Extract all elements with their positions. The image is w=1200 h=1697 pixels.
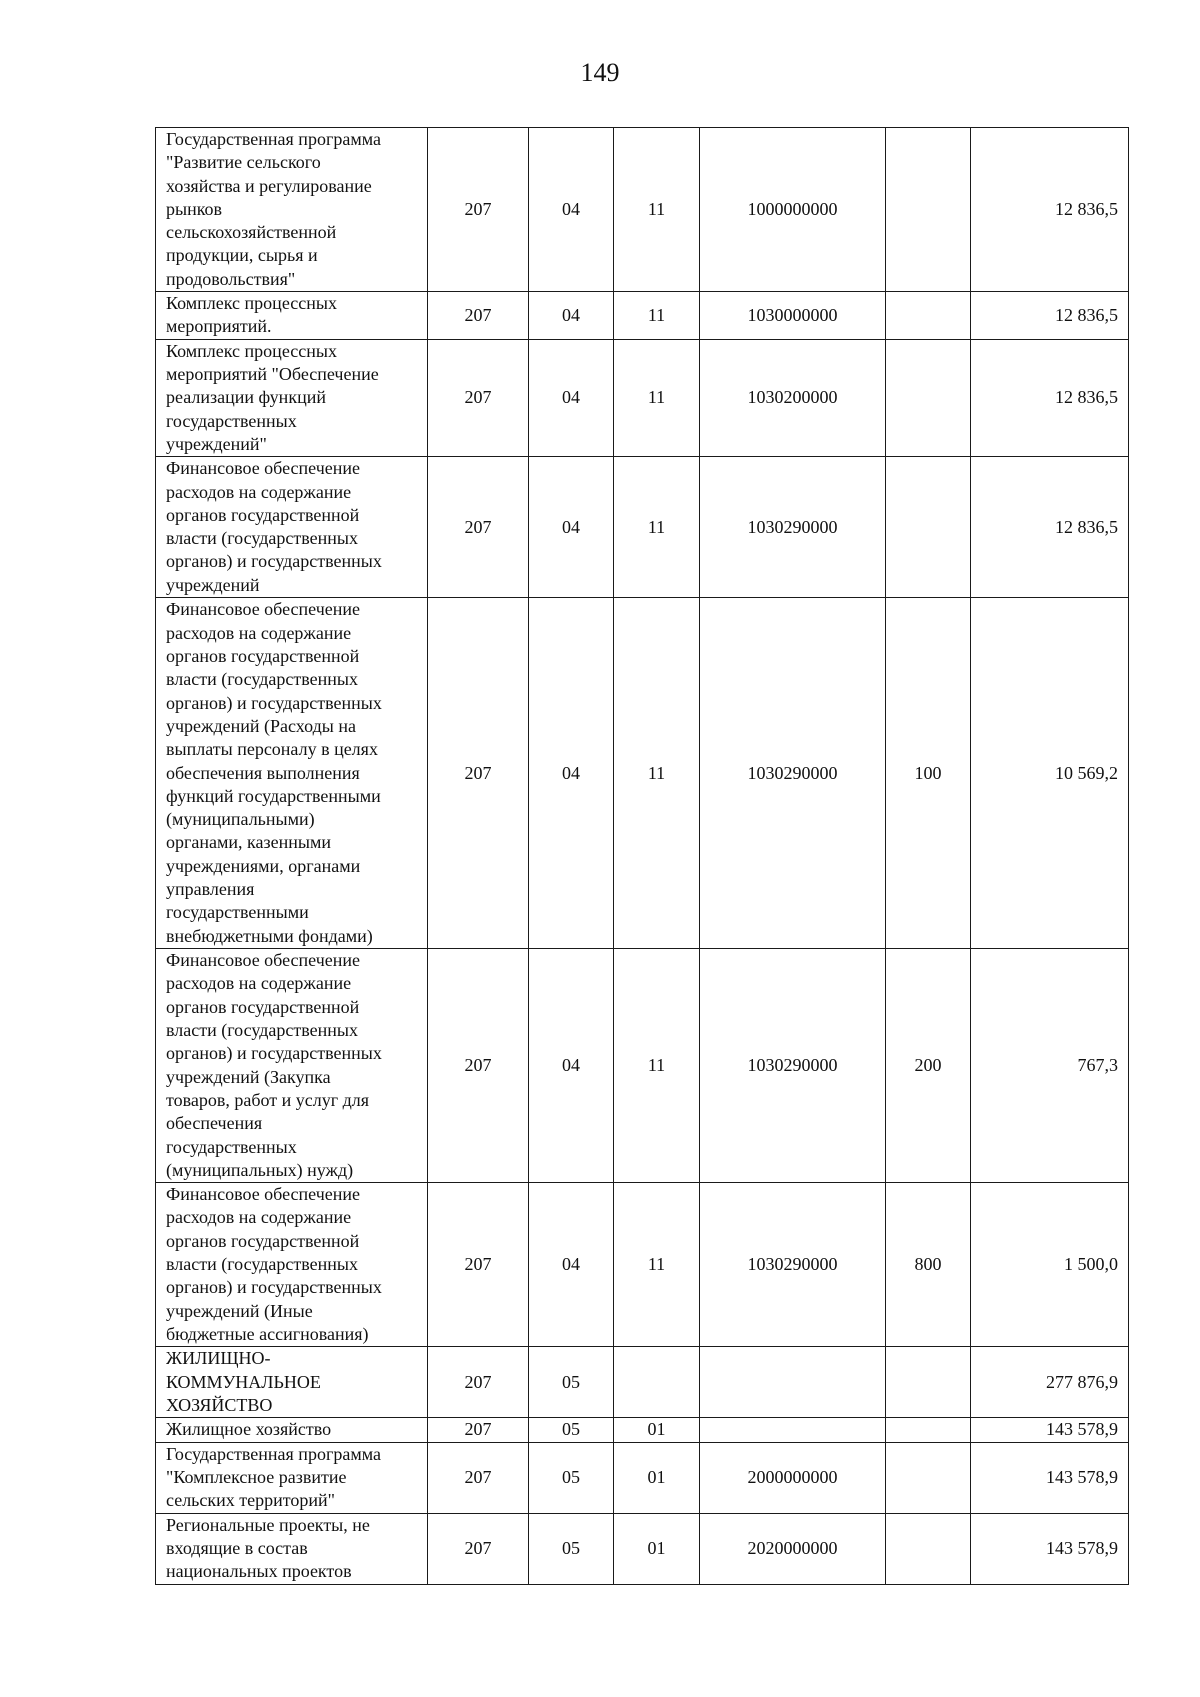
amount-cell: 10 569,2	[971, 598, 1129, 949]
expense-type-cell: 800	[886, 1183, 971, 1347]
row-name-cell: Комплекс процессных мероприятий "Обеспечение реализации функций государственных учреждений"	[156, 339, 428, 456]
target-article-cell: 2000000000	[700, 1442, 886, 1513]
table-row	[156, 1347, 1129, 1418]
table-row	[156, 292, 1129, 340]
amount-cell: 12 836,5	[971, 457, 1129, 598]
section-code-cell: 05	[529, 1418, 614, 1442]
amount-cell: 143 578,9	[971, 1442, 1129, 1513]
subsection-code-cell: 11	[614, 1183, 700, 1347]
table-row	[156, 1183, 1129, 1347]
section-code-cell: 04	[529, 292, 614, 340]
ministry-code-cell: 207	[428, 1442, 529, 1513]
subsection-code-cell: 11	[614, 457, 700, 598]
subsection-code-cell: 11	[614, 949, 700, 1183]
subsection-code-cell: 01	[614, 1442, 700, 1513]
ministry-code-cell: 207	[428, 949, 529, 1183]
target-article-cell: 1000000000	[700, 128, 886, 292]
subsection-code-cell: 11	[614, 339, 700, 456]
amount-cell: 143 578,9	[971, 1513, 1129, 1584]
ministry-code-cell: 207	[428, 339, 529, 456]
ministry-code-cell: 207	[428, 1418, 529, 1442]
expense-type-cell	[886, 292, 971, 340]
target-article-cell	[700, 1347, 886, 1418]
amount-cell: 1 500,0	[971, 1183, 1129, 1347]
section-code-cell: 04	[529, 1183, 614, 1347]
expense-type-cell	[886, 128, 971, 292]
expense-type-cell	[886, 339, 971, 456]
amount-cell: 277 876,9	[971, 1347, 1129, 1418]
row-name-cell: Финансовое обеспечение расходов на содержание органов государственной власти (государственных органов) и государственных учреждений (Иные бюджетные ассигнования)	[156, 1183, 428, 1347]
target-article-cell: 1030290000	[700, 598, 886, 949]
section-code-cell: 05	[529, 1442, 614, 1513]
row-name-cell: Государственная программа "Комплексное развитие сельских территорий"	[156, 1442, 428, 1513]
amount-cell: 12 836,5	[971, 339, 1129, 456]
expense-type-cell	[886, 1442, 971, 1513]
section-code-cell: 04	[529, 457, 614, 598]
target-article-cell: 2020000000	[700, 1513, 886, 1584]
table-row	[156, 1513, 1129, 1584]
expense-type-cell	[886, 1347, 971, 1418]
table-row	[156, 1442, 1129, 1513]
row-name-cell: Финансовое обеспечение расходов на содержание органов государственной власти (государственных органов) и государственных учреждений (Закупка товаров, работ и услуг для обеспечения государственных (муниципальных) нужд)	[156, 949, 428, 1183]
amount-cell: 143 578,9	[971, 1418, 1129, 1442]
target-article-cell	[700, 1418, 886, 1442]
section-code-cell: 04	[529, 339, 614, 456]
ministry-code-cell: 207	[428, 598, 529, 949]
ministry-code-cell: 207	[428, 128, 529, 292]
ministry-code-cell: 207	[428, 1183, 529, 1347]
section-code-cell: 04	[529, 949, 614, 1183]
row-name-cell: Региональные проекты, не входящие в состав национальных проектов	[156, 1513, 428, 1584]
table-row	[156, 949, 1129, 1183]
section-code-cell: 04	[529, 598, 614, 949]
row-name-cell: Финансовое обеспечение расходов на содержание органов государственной власти (государственных органов) и государственных учреждений	[156, 457, 428, 598]
ministry-code-cell: 207	[428, 292, 529, 340]
row-name-cell: Жилищное хозяйство	[156, 1418, 428, 1442]
row-name-cell: ЖИЛИЩНО- КОММУНАЛЬНОЕ ХОЗЯЙСТВО	[156, 1347, 428, 1418]
ministry-code-cell: 207	[428, 1513, 529, 1584]
row-name-cell: Государственная программа "Развитие сельского хозяйства и регулирование рынков сельскохозяйственной продукции, сырья и продовольствия"	[156, 128, 428, 292]
section-code-cell: 05	[529, 1347, 614, 1418]
table-row	[156, 457, 1129, 598]
expense-type-cell	[886, 1418, 971, 1442]
expense-type-cell	[886, 457, 971, 598]
amount-cell: 12 836,5	[971, 128, 1129, 292]
table-row	[156, 339, 1129, 456]
table-row	[156, 128, 1129, 292]
ministry-code-cell: 207	[428, 1347, 529, 1418]
expense-type-cell: 200	[886, 949, 971, 1183]
expense-type-cell: 100	[886, 598, 971, 949]
target-article-cell: 1030290000	[700, 1183, 886, 1347]
section-code-cell: 05	[529, 1513, 614, 1584]
ministry-code-cell: 207	[428, 457, 529, 598]
table-row	[156, 1418, 1129, 1442]
subsection-code-cell: 11	[614, 292, 700, 340]
subsection-code-cell: 11	[614, 598, 700, 949]
row-name-cell: Комплекс процессных мероприятий.	[156, 292, 428, 340]
subsection-code-cell	[614, 1347, 700, 1418]
target-article-cell: 1030000000	[700, 292, 886, 340]
expense-type-cell	[886, 1513, 971, 1584]
page-number: 149	[580, 58, 620, 87]
section-code-cell: 04	[529, 128, 614, 292]
table-row	[156, 598, 1129, 949]
amount-cell: 767,3	[971, 949, 1129, 1183]
target-article-cell: 1030290000	[700, 949, 886, 1183]
subsection-code-cell: 11	[614, 128, 700, 292]
subsection-code-cell: 01	[614, 1418, 700, 1442]
target-article-cell: 1030200000	[700, 339, 886, 456]
amount-cell: 12 836,5	[971, 292, 1129, 340]
target-article-cell: 1030290000	[700, 457, 886, 598]
budget-table	[155, 127, 1129, 1585]
subsection-code-cell: 01	[614, 1513, 700, 1584]
row-name-cell: Финансовое обеспечение расходов на содержание органов государственной власти (государственных органов) и государственных учреждений (Расходы на выплаты персоналу в целях обеспечения выполнения функций государственными (муниципальными) органами, казенными учреждениями, органами управления государственными внебюджетными фондами)	[156, 598, 428, 949]
